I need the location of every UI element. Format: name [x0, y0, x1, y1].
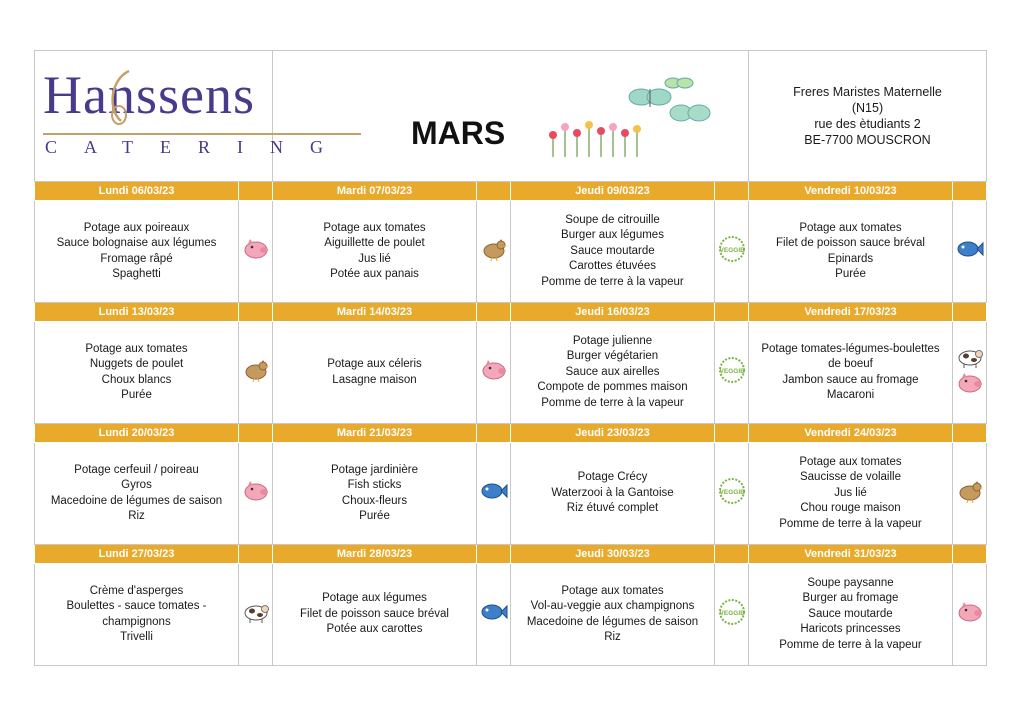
menu-item: Potage aux céleris	[327, 358, 422, 370]
day-header-spacer	[715, 545, 749, 564]
week-header-row	[35, 545, 987, 564]
menu-item: Potage aux tomates	[561, 584, 664, 597]
day-header: Jeudi 09/03/23	[511, 182, 715, 201]
day-header: Mardi 21/03/23	[273, 424, 477, 443]
menu-item: Riz	[128, 510, 145, 522]
menu-item: Potage julienne	[572, 334, 653, 347]
menu-item: Vol-au-veggie aux champignons	[530, 600, 695, 612]
day-menu	[749, 322, 953, 424]
menu-item: Macedoine de légumes de saison	[526, 615, 699, 628]
menu-item: Crème d'asperges	[89, 584, 184, 597]
menu-item: Trivelli	[120, 631, 153, 643]
flowers-butterflies-illustration	[513, 77, 713, 159]
dish-type-cell	[715, 443, 749, 545]
dish-type-cell	[477, 443, 511, 545]
veggie-icon	[718, 233, 746, 265]
month-title: MARS	[411, 115, 506, 151]
school-address	[749, 84, 986, 148]
fish-icon	[956, 235, 984, 263]
day-menu	[749, 564, 953, 666]
pig-icon	[242, 479, 270, 503]
day-menu	[273, 564, 477, 666]
menu-item: Gyros	[121, 479, 152, 491]
day-menu	[511, 201, 715, 303]
dish-type-cell	[953, 322, 987, 424]
chicken-icon	[480, 237, 508, 261]
pig-icon	[956, 371, 984, 395]
day-header-spacer	[239, 303, 273, 322]
dish-type-cell	[239, 564, 273, 666]
menu-item: Soupe paysanne	[807, 576, 894, 589]
menu-item: Waterzooi à la Gantoise	[551, 486, 674, 499]
chicken-icon	[480, 235, 508, 263]
week-menu-row	[35, 322, 987, 424]
menu-item: Potage cerfeuil / poireau	[74, 463, 199, 476]
day-menu	[511, 443, 715, 545]
menu-item: Potage aux poireaux	[83, 221, 190, 234]
day-header-spacer	[715, 424, 749, 443]
day-header-spacer	[239, 424, 273, 443]
menu-item: Potage tomates-légumes-boulettes	[761, 342, 940, 355]
menu-item: Choux blancs	[101, 373, 172, 386]
menu-item: Purée	[835, 268, 866, 280]
week-header-row	[35, 424, 987, 443]
day-header-spacer	[477, 303, 511, 322]
day-header: Mardi 07/03/23	[273, 182, 477, 201]
menu-item: Carottes étuvées	[569, 260, 656, 273]
pig-icon	[242, 235, 270, 263]
fish-icon	[480, 477, 508, 505]
day-header-spacer	[477, 545, 511, 564]
veggie-icon	[718, 356, 746, 384]
menu-item: Pomme de terre à la vapeur	[779, 638, 922, 651]
menu-item: Potée aux carottes	[326, 623, 423, 636]
day-menu	[35, 201, 239, 303]
butterfly-icon	[665, 78, 693, 88]
day-menu	[511, 564, 715, 666]
address-cell	[749, 51, 987, 182]
week-header-row	[35, 303, 987, 322]
day-header: Lundi 13/03/23	[35, 303, 239, 322]
day-header-spacer	[953, 424, 987, 443]
veggie-icon	[718, 235, 746, 263]
dish-type-cell	[477, 322, 511, 424]
menu-item: Jambon sauce au fromage	[782, 373, 919, 386]
day-header: Mardi 28/03/23	[273, 545, 477, 564]
fish-icon	[480, 479, 508, 503]
day-header: Jeudi 30/03/23	[511, 545, 715, 564]
day-header: Vendredi 31/03/23	[749, 545, 953, 564]
dish-type-cell	[953, 443, 987, 545]
day-header-spacer	[953, 545, 987, 564]
menu-item: Fish sticks	[347, 479, 402, 491]
pig-icon	[956, 600, 984, 624]
day-menu	[511, 322, 715, 424]
chicken-icon	[956, 479, 984, 503]
hanssens-logo	[35, 51, 350, 181]
menu-item: Burger végétarien	[566, 350, 659, 363]
menu-item: Choux-fleurs	[341, 494, 408, 507]
menu-item: de boeuf	[828, 358, 873, 370]
dish-type-cell	[239, 322, 273, 424]
brand-name: Hanssens	[43, 65, 255, 125]
week-menu-row	[35, 564, 987, 666]
address-line: Freres Maristes Maternelle	[793, 85, 942, 99]
pig-icon	[956, 598, 984, 626]
menu-item: Nuggets de poulet	[89, 358, 184, 370]
menu-item: Spaghetti	[112, 268, 161, 280]
menu-item: Compote de pommes maison	[537, 381, 688, 394]
month-cell	[273, 51, 749, 182]
menu-item: Epinards	[827, 252, 874, 265]
menu-item: Macedoine de légumes de saison	[50, 494, 223, 507]
menu-item: Burger aux légumes	[561, 229, 664, 242]
butterfly-icon	[629, 89, 671, 107]
week-header-row	[35, 182, 987, 201]
menu-item: Potage Crécy	[577, 471, 648, 484]
veggie-icon	[718, 475, 746, 507]
menu-item: Jus lié	[834, 486, 867, 499]
dish-type-cell	[239, 201, 273, 303]
menu-item: Jus lié	[358, 252, 391, 265]
day-header-spacer	[715, 303, 749, 322]
menu-item: Potage aux tomates	[323, 221, 426, 234]
day-header: Vendredi 24/03/23	[749, 424, 953, 443]
veggie-icon	[718, 598, 746, 626]
menu-item: Potée aux panais	[330, 268, 419, 280]
menu-item: Filet de poisson sauce bréval	[776, 237, 925, 249]
menu-item: Potage aux tomates	[85, 342, 188, 355]
menu-item: Aiguillette de poulet	[324, 237, 425, 249]
menu-item: Potage aux tomates	[799, 455, 902, 468]
cow-pig-icon	[956, 343, 984, 397]
day-header: Lundi 06/03/23	[35, 182, 239, 201]
menu-item: Pomme de terre à la vapeur	[541, 396, 684, 409]
day-menu	[35, 322, 239, 424]
week-menu-row	[35, 201, 987, 303]
week-menu-row	[35, 443, 987, 545]
menu-item: Purée	[359, 510, 390, 522]
day-menu	[35, 564, 239, 666]
menu-item: Burger au fromage	[802, 592, 899, 605]
address-line: BE-7700 MOUSCRON	[804, 133, 931, 147]
dish-type-cell	[715, 201, 749, 303]
day-menu	[749, 443, 953, 545]
veggie-icon	[718, 596, 746, 628]
dish-type-cell	[477, 201, 511, 303]
whisk-icon	[99, 69, 139, 127]
pig-icon	[480, 356, 508, 384]
day-menu	[35, 443, 239, 545]
menu-item: Boulettes - sauce tomates -	[66, 600, 207, 612]
menu-item: Fromage râpé	[100, 252, 173, 265]
dish-type-cell	[715, 564, 749, 666]
chicken-icon	[956, 477, 984, 505]
menu-item: Riz étuvé complet	[566, 502, 659, 515]
day-header: Jeudi 23/03/23	[511, 424, 715, 443]
day-header-spacer	[239, 182, 273, 201]
day-menu	[273, 201, 477, 303]
menu-item: Sauce moutarde	[570, 244, 655, 257]
day-header-spacer	[715, 182, 749, 201]
address-line: (N15)	[851, 101, 884, 115]
menu-item: Potage aux tomates	[799, 221, 902, 234]
menu-item: Lasagne maison	[332, 373, 417, 386]
flower-heads	[549, 121, 641, 139]
address-line: rue des ètudiants 2	[814, 117, 921, 131]
dish-type-cell	[477, 564, 511, 666]
menu-item: Pomme de terre à la vapeur	[541, 275, 684, 288]
day-header: Vendredi 17/03/23	[749, 303, 953, 322]
menu-item: Chou rouge maison	[800, 502, 901, 515]
fish-icon	[480, 598, 508, 626]
day-header-spacer	[239, 545, 273, 564]
day-header: Lundi 27/03/23	[35, 545, 239, 564]
menu-item: Potage jardinière	[331, 463, 418, 476]
day-header: Jeudi 16/03/23	[511, 303, 715, 322]
fish-icon	[480, 600, 508, 624]
dish-type-cell	[953, 564, 987, 666]
veggie-icon	[718, 477, 746, 505]
menu-item: Saucisse de volaille	[799, 471, 901, 484]
menu-item: champignons	[102, 615, 171, 628]
day-header: Lundi 20/03/23	[35, 424, 239, 443]
day-menu	[273, 322, 477, 424]
day-header-spacer	[953, 182, 987, 201]
menu-item: Riz	[604, 631, 621, 643]
menu-item: Filet de poisson sauce bréval	[300, 607, 449, 620]
pig-icon	[242, 237, 270, 261]
veggie-icon	[718, 354, 746, 386]
chicken-icon	[242, 358, 270, 382]
dish-type-cell	[239, 443, 273, 545]
pig-icon	[242, 477, 270, 505]
brand-cell	[35, 51, 350, 182]
cow-icon	[242, 598, 270, 626]
menu-grid	[34, 50, 987, 666]
day-header-spacer	[477, 182, 511, 201]
dish-type-cell	[715, 322, 749, 424]
day-menu	[749, 201, 953, 303]
pig-icon	[480, 358, 508, 382]
day-header-spacer	[477, 424, 511, 443]
menu-item: Purée	[121, 389, 152, 401]
butterfly-icon	[670, 105, 710, 121]
menu-item: Haricots princesses	[800, 623, 901, 636]
day-menu	[273, 443, 477, 545]
day-header-spacer	[953, 303, 987, 322]
cow-icon	[956, 345, 984, 369]
brand-subtitle: CATERING	[45, 137, 350, 157]
menu-item: Soupe de citrouille	[565, 213, 660, 226]
menu-item: Macaroni	[826, 389, 875, 401]
menu-item: Pomme de terre à la vapeur	[779, 517, 922, 530]
menu-item: Sauce bolognaise aux légumes	[56, 237, 217, 249]
menu-item: Sauce moutarde	[808, 607, 893, 620]
menu-item: Sauce aux airelles	[565, 365, 660, 378]
fish-icon	[956, 237, 984, 261]
chicken-icon	[242, 356, 270, 384]
cow-icon	[242, 600, 270, 624]
day-header: Vendredi 10/03/23	[749, 182, 953, 201]
day-header: Mardi 14/03/23	[273, 303, 477, 322]
dish-type-cell	[953, 201, 987, 303]
menu-item: Potage aux légumes	[322, 592, 427, 605]
